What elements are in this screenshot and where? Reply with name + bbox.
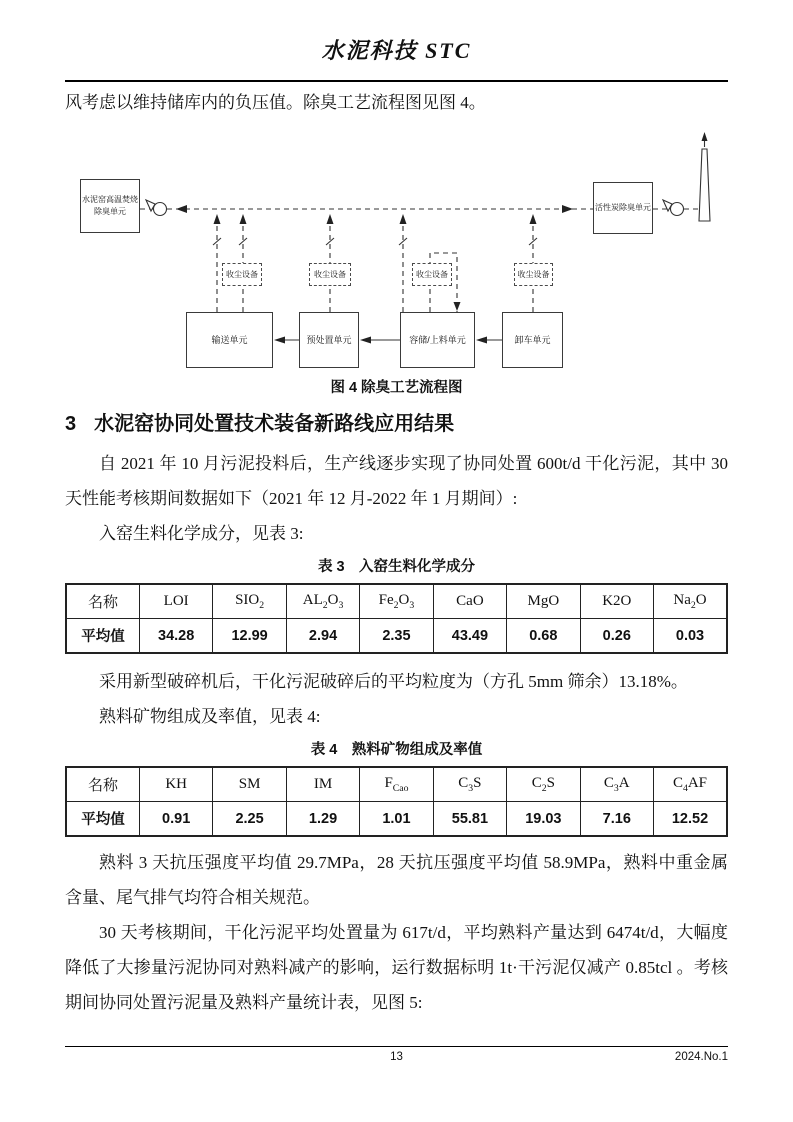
dust-collector-label: 收尘设备 — [226, 269, 258, 279]
section-number: 3 — [65, 413, 77, 435]
table-header-row — [66, 584, 727, 619]
arrowhead-up — [702, 132, 708, 141]
arrowhead-up — [214, 214, 221, 224]
arrowhead-left — [360, 337, 371, 344]
issue-number: 2024.No.1 — [674, 1051, 728, 1063]
table-cell: SM — [213, 767, 286, 802]
arrowhead-left — [476, 337, 487, 344]
table-cell: $F_{Cao}$ — [360, 767, 433, 802]
table-cell: KH — [139, 767, 212, 802]
table-cell: 0.68 — [507, 619, 580, 654]
table-cell: $C_3S$ — [433, 767, 506, 802]
arrowhead-left — [274, 337, 285, 344]
table-cell: LOI — [139, 584, 212, 619]
storage-feeding-unit-box — [400, 312, 475, 368]
arrowhead-right — [562, 205, 573, 213]
process-flow-diagram — [65, 126, 728, 376]
table4-caption: 表 4 熟料矿物组成及率值 — [310, 742, 483, 758]
table-cell: IM — [286, 767, 359, 802]
table-cell: $Na_2O$ — [654, 584, 728, 619]
table-cell: 名称 — [66, 767, 139, 802]
table-cell: $C_2S$ — [507, 767, 580, 802]
paragraph-crusher: 采用新型破碎机后，干化污泥破碎后的平均粒度为（方孔 5mm 筛余）13.18%。 — [99, 672, 688, 691]
paragraph-throughput: 30 天考核期间，干化污泥平均处置量为 617t/d，平均熟料产量达到 6474t/d，大幅度降低了大掺量污泥协同对熟料减产的影响，运行数据标明 1t·干污泥仅减产 0.85tcl 。考核期间协同处置污泥量及熟料产量统计表，见图 5: — [65, 923, 728, 1012]
paragraph-performance-period: 自 2021 年 10 月污泥投料后，生产线逐步实现了协同处置 600t/d 干化污泥，其中 30 天性能考核期间数据如下（2021 年 12 月-2022 年 1 月期间）: — [65, 454, 728, 508]
table-cell: 0.26 — [580, 619, 653, 654]
table-cell: MgO — [507, 584, 580, 619]
table-cell: 2.35 — [360, 619, 433, 654]
dust-collector-label: 收尘设备 — [517, 269, 550, 279]
table-cell: 12.99 — [213, 619, 286, 654]
table-cell: 34.28 — [139, 619, 212, 654]
page-number: 13 — [390, 1051, 403, 1063]
arrowhead-up — [530, 214, 537, 224]
section-title: 水泥窑协同处置技术装备新路线应用结果 — [94, 413, 455, 435]
journal-title: 水泥科技 STC — [321, 38, 472, 63]
table-cell: $Fe_2O_3$ — [360, 584, 433, 619]
unloading-unit-box — [502, 312, 563, 368]
section-heading — [65, 410, 728, 438]
figure4-caption: 图 4 除臭工艺流程图 — [330, 380, 463, 396]
header-rule — [65, 80, 728, 82]
pretreatment-unit-label: 预处置单元 — [306, 335, 352, 345]
arrowhead-up — [400, 214, 407, 224]
table-cell: 0.91 — [139, 802, 212, 837]
kiln-unit-label-line2: 除臭单元 — [94, 207, 126, 216]
table-cell: $C_3A$ — [580, 767, 653, 802]
table-cell: 2.94 — [286, 619, 359, 654]
flow-lines-layer — [65, 126, 728, 376]
dust-collector-box — [412, 263, 452, 286]
paragraph-clinker-ref: 熟料矿物组成及率值，见表 4: — [99, 707, 321, 726]
table-cell: K2O — [580, 584, 653, 619]
table-cell: 43.49 — [433, 619, 506, 654]
table-value-row — [66, 802, 727, 837]
table-cell: 名称 — [66, 584, 139, 619]
fan-icon — [154, 203, 167, 216]
table3-caption: 表 3 入窑生料化学成分 — [317, 559, 476, 575]
arrowhead-up — [327, 214, 334, 224]
table-header-row — [66, 767, 727, 802]
table-cell: $SIO_2$ — [213, 584, 286, 619]
table-cell: 0.03 — [654, 619, 728, 654]
table-cell: 平均值 — [66, 619, 139, 654]
table3-raw-meal-composition — [65, 583, 728, 654]
dust-collector-label: 收尘设备 — [416, 269, 448, 279]
intro-paragraph: 风考虑以维持储库内的负压值。除臭工艺流程图见图 4。 — [65, 93, 486, 112]
table-cell: CaO — [433, 584, 506, 619]
table-cell: $C_4AF$ — [654, 767, 728, 802]
table-cell: 平均值 — [66, 802, 139, 837]
conveying-unit-label: 输送单元 — [211, 335, 248, 345]
dust-collector-box — [222, 263, 262, 286]
paragraph-strength: 熟料 3 天抗压强度平均值 29.7MPa，28 天抗压强度平均值 58.9MPa，熟料中重金属含量、尾气排气均符合相关规范。 — [65, 853, 728, 907]
arrowhead-up — [240, 214, 247, 224]
dust-collector-label: 收尘设备 — [314, 269, 346, 279]
table-cell: 55.81 — [433, 802, 506, 837]
table-cell: $AL_2O_3$ — [286, 584, 359, 619]
dust-collector-box — [514, 263, 553, 286]
unloading-unit-label: 卸车单元 — [514, 335, 551, 345]
fan-icon — [671, 203, 684, 216]
conveying-unit-box — [186, 312, 273, 368]
storage-feeding-unit-label: 容储/上料单元 — [409, 335, 466, 345]
table4-clinker-composition — [65, 766, 728, 837]
table-cell: 1.29 — [286, 802, 359, 837]
pretreatment-unit-box — [299, 312, 359, 368]
table-cell: 7.16 — [580, 802, 653, 837]
dust-collector-box — [309, 263, 351, 286]
table-cell: 1.01 — [360, 802, 433, 837]
table-cell: 12.52 — [654, 802, 728, 837]
arrowhead-left — [176, 205, 187, 213]
paragraph-raw-meal-ref: 入窑生料化学成分，见表 3: — [99, 524, 304, 543]
arrowhead-down — [454, 302, 461, 311]
kiln-deodorize-unit-box — [80, 179, 140, 233]
table-cell: 19.03 — [507, 802, 580, 837]
chimney-stack — [699, 149, 710, 221]
activated-carbon-unit-box — [593, 182, 653, 234]
kiln-unit-label-line1: 水泥窑高温焚烧 — [82, 195, 138, 204]
table-cell: 2.25 — [213, 802, 286, 837]
page-footer — [65, 1046, 728, 1067]
table-value-row — [66, 619, 727, 654]
carbon-unit-label: 活性炭除臭单元 — [595, 203, 651, 212]
